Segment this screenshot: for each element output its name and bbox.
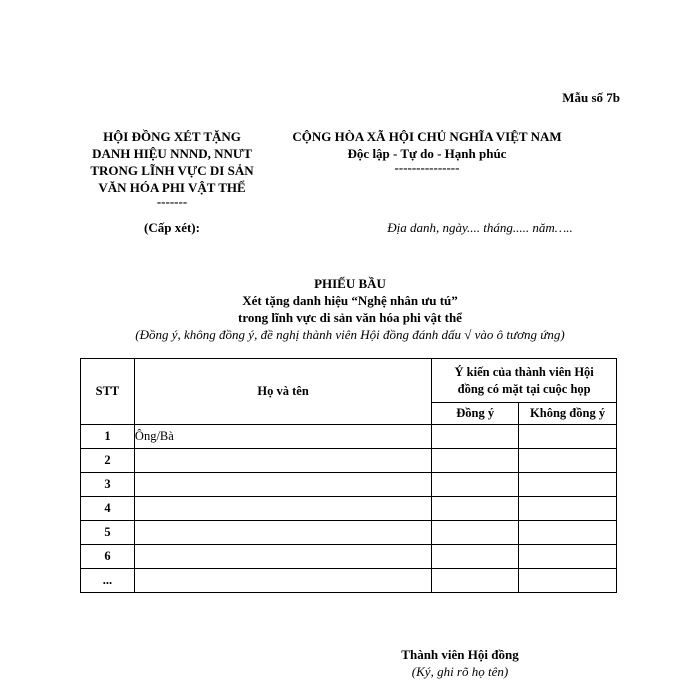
col-header-stt: STT [81, 359, 135, 425]
council-line: HỘI ĐỒNG XÉT TẶNG [103, 129, 241, 144]
ballot-subtitle-field: trong lĩnh vực di sản văn hóa phi vật thể [238, 310, 462, 325]
table-row [81, 497, 617, 521]
agree-cell[interactable] [432, 569, 519, 593]
ballot-title-block [0, 275, 700, 343]
council-line: DANH HIỆU NNND, NNƯT [92, 146, 252, 161]
table-row [81, 545, 617, 569]
disagree-cell[interactable] [519, 473, 617, 497]
row-stt: 3 [81, 473, 135, 497]
disagree-cell[interactable] [519, 521, 617, 545]
council-line: TRONG LĨNH VỰC DI SẢN [90, 163, 254, 178]
table-row [81, 569, 617, 593]
row-name[interactable] [134, 497, 431, 521]
signature-note: (Ký, ghi rõ họ tên) [411, 664, 509, 679]
row-stt: 4 [81, 497, 135, 521]
disagree-cell[interactable] [519, 449, 617, 473]
row-stt: 5 [81, 521, 135, 545]
council-header [72, 128, 272, 208]
nation-name: CỘNG HÒA XÃ HỘI CHỦ NGHĨA VIỆT NAM [292, 129, 562, 144]
row-stt: 6 [81, 545, 135, 569]
disagree-cell[interactable] [519, 497, 617, 521]
agree-cell[interactable] [432, 473, 519, 497]
agree-cell[interactable] [432, 425, 519, 449]
row-name[interactable] [134, 521, 431, 545]
table-row [81, 473, 617, 497]
agree-cell[interactable] [432, 521, 519, 545]
agree-cell[interactable] [432, 497, 519, 521]
table-row [81, 449, 617, 473]
row-name[interactable] [134, 449, 431, 473]
place-date: Địa danh, ngày.... tháng..... năm….. [387, 220, 573, 235]
ballot-table [80, 358, 617, 593]
motto-rule: --------------- [394, 160, 460, 175]
table-row [81, 425, 617, 449]
row-name[interactable]: Ông/Bà [134, 425, 431, 449]
form-number: Mẫu số 7b [562, 90, 620, 105]
col-header-name: Họ và tên [134, 359, 431, 425]
national-header [272, 128, 582, 174]
disagree-cell[interactable] [519, 545, 617, 569]
disagree-cell[interactable] [519, 425, 617, 449]
col-header-disagree: Không đồng ý [519, 403, 617, 425]
row-stt: 2 [81, 449, 135, 473]
agree-cell[interactable] [432, 545, 519, 569]
council-rule: ------- [156, 194, 188, 209]
row-stt: 1 [81, 425, 135, 449]
col-header-agree: Đồng ý [432, 403, 519, 425]
row-stt: ... [81, 569, 135, 593]
row-name[interactable] [134, 569, 431, 593]
level-label: (Cấp xét): [144, 220, 200, 235]
ballot-title: PHIẾU BẦU [314, 276, 386, 291]
ballot-instruction: (Đồng ý, không đồng ý, đề nghị thành viên Hội đồng đánh dấu √ vào ô tương ứng) [135, 327, 565, 342]
table-row [81, 521, 617, 545]
signature-block [360, 646, 560, 680]
national-motto: Độc lập - Tự do - Hạnh phúc [347, 146, 507, 161]
signature-title: Thành viên Hội đồng [401, 647, 519, 662]
ballot-subtitle: Xét tặng danh hiệu “Nghệ nhân ưu tú” [242, 293, 458, 308]
agree-cell[interactable] [432, 449, 519, 473]
council-line: VĂN HÓA PHI VẬT THỂ [98, 180, 246, 195]
col-header-opinion: Ý kiến của thành viên Hội đồng có mặt tại cuộc họp [432, 359, 617, 403]
row-name[interactable] [134, 545, 431, 569]
row-name[interactable] [134, 473, 431, 497]
disagree-cell[interactable] [519, 569, 617, 593]
